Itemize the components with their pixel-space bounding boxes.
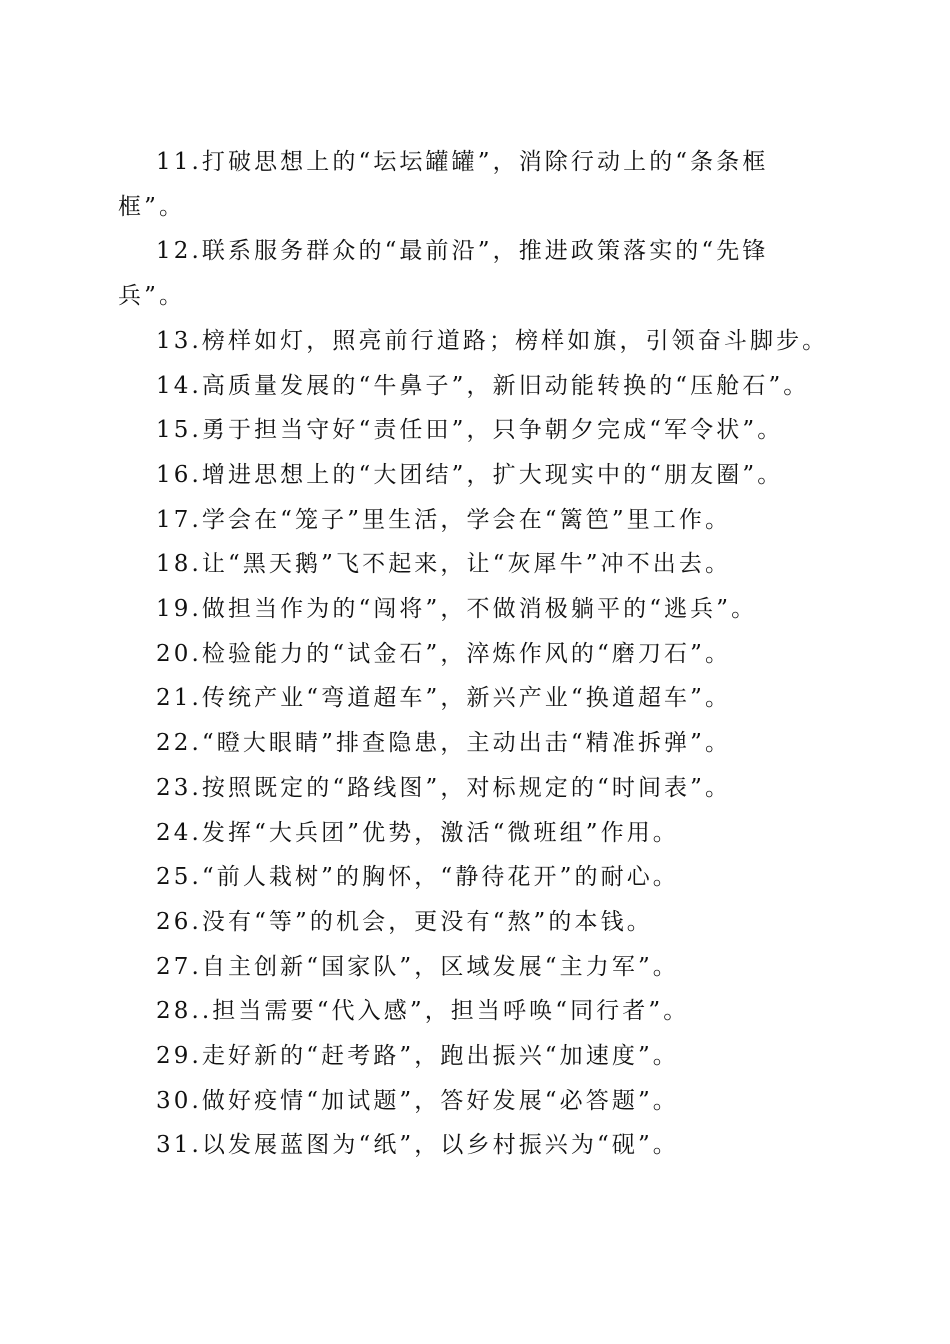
list-item: 18.让“黑天鹅”飞不起来，让“灰犀牛”冲不出去。 [156,551,732,578]
list-item: 27.自主创新“国家队”，区域发展“主力军”。 [156,953,679,980]
list-item: 19.做担当作为的“闯将”，不做消极躺平的“逃兵”。 [156,596,758,623]
list-item: 29.走好新的“赶考路”，跑出振兴“加速度”。 [156,1043,679,1070]
list-item: 23.按照既定的“路线图”，对标规定的“时间表”。 [156,774,732,801]
list-item: 21.传统产业“弯道超车”，新兴产业“换道超车”。 [156,685,732,712]
list-item: 31.以发展蓝图为“纸”，以乡村振兴为“砚”。 [156,1132,679,1159]
list-item: 13.榜样如灯，照亮前行道路；榜样如旗，引领奋斗脚步。 [156,327,829,354]
list-item: 15.勇于担当守好“责任田”，只争朝夕完成“军令状”。 [156,417,784,444]
list-item: 22.“瞪大眼睛”排查隐患，主动出击“精准拆弹”。 [156,730,732,757]
list-item: 16.增进思想上的“大团结”，扩大现实中的“朋友圈”。 [156,461,784,488]
list-item: 20.检验能力的“试金石”，淬炼作风的“磨刀石”。 [156,640,732,667]
list-item: 28..担当需要“代入感”，担当呼唤“同行者”。 [156,998,690,1025]
list-item: 17.学会在“笼子”里生活，学会在“篱笆”里工作。 [156,506,732,533]
list-item: 26.没有“等”的机会，更没有“熬”的本钱。 [156,908,653,935]
document-body [118,140,830,1168]
list-item: 25.“前人栽树”的胸怀，“静待花开”的耐心。 [156,864,679,891]
list-item: 14.高质量发展的“牛鼻子”，新旧动能转换的“压舱石”。 [156,372,810,399]
list-item: 30.做好疫情“加试题”，答好发展“必答题”。 [156,1087,679,1114]
list-item: 12.联系服务群众的“最前沿”，推进政策落实的“先锋兵”。 [118,238,769,310]
list-item: 24.发挥“大兵团”优势，激活“微班组”作用。 [156,819,679,846]
list-item: 11.打破思想上的“坛坛罐罐”，消除行动上的“条条框框”。 [118,149,769,220]
